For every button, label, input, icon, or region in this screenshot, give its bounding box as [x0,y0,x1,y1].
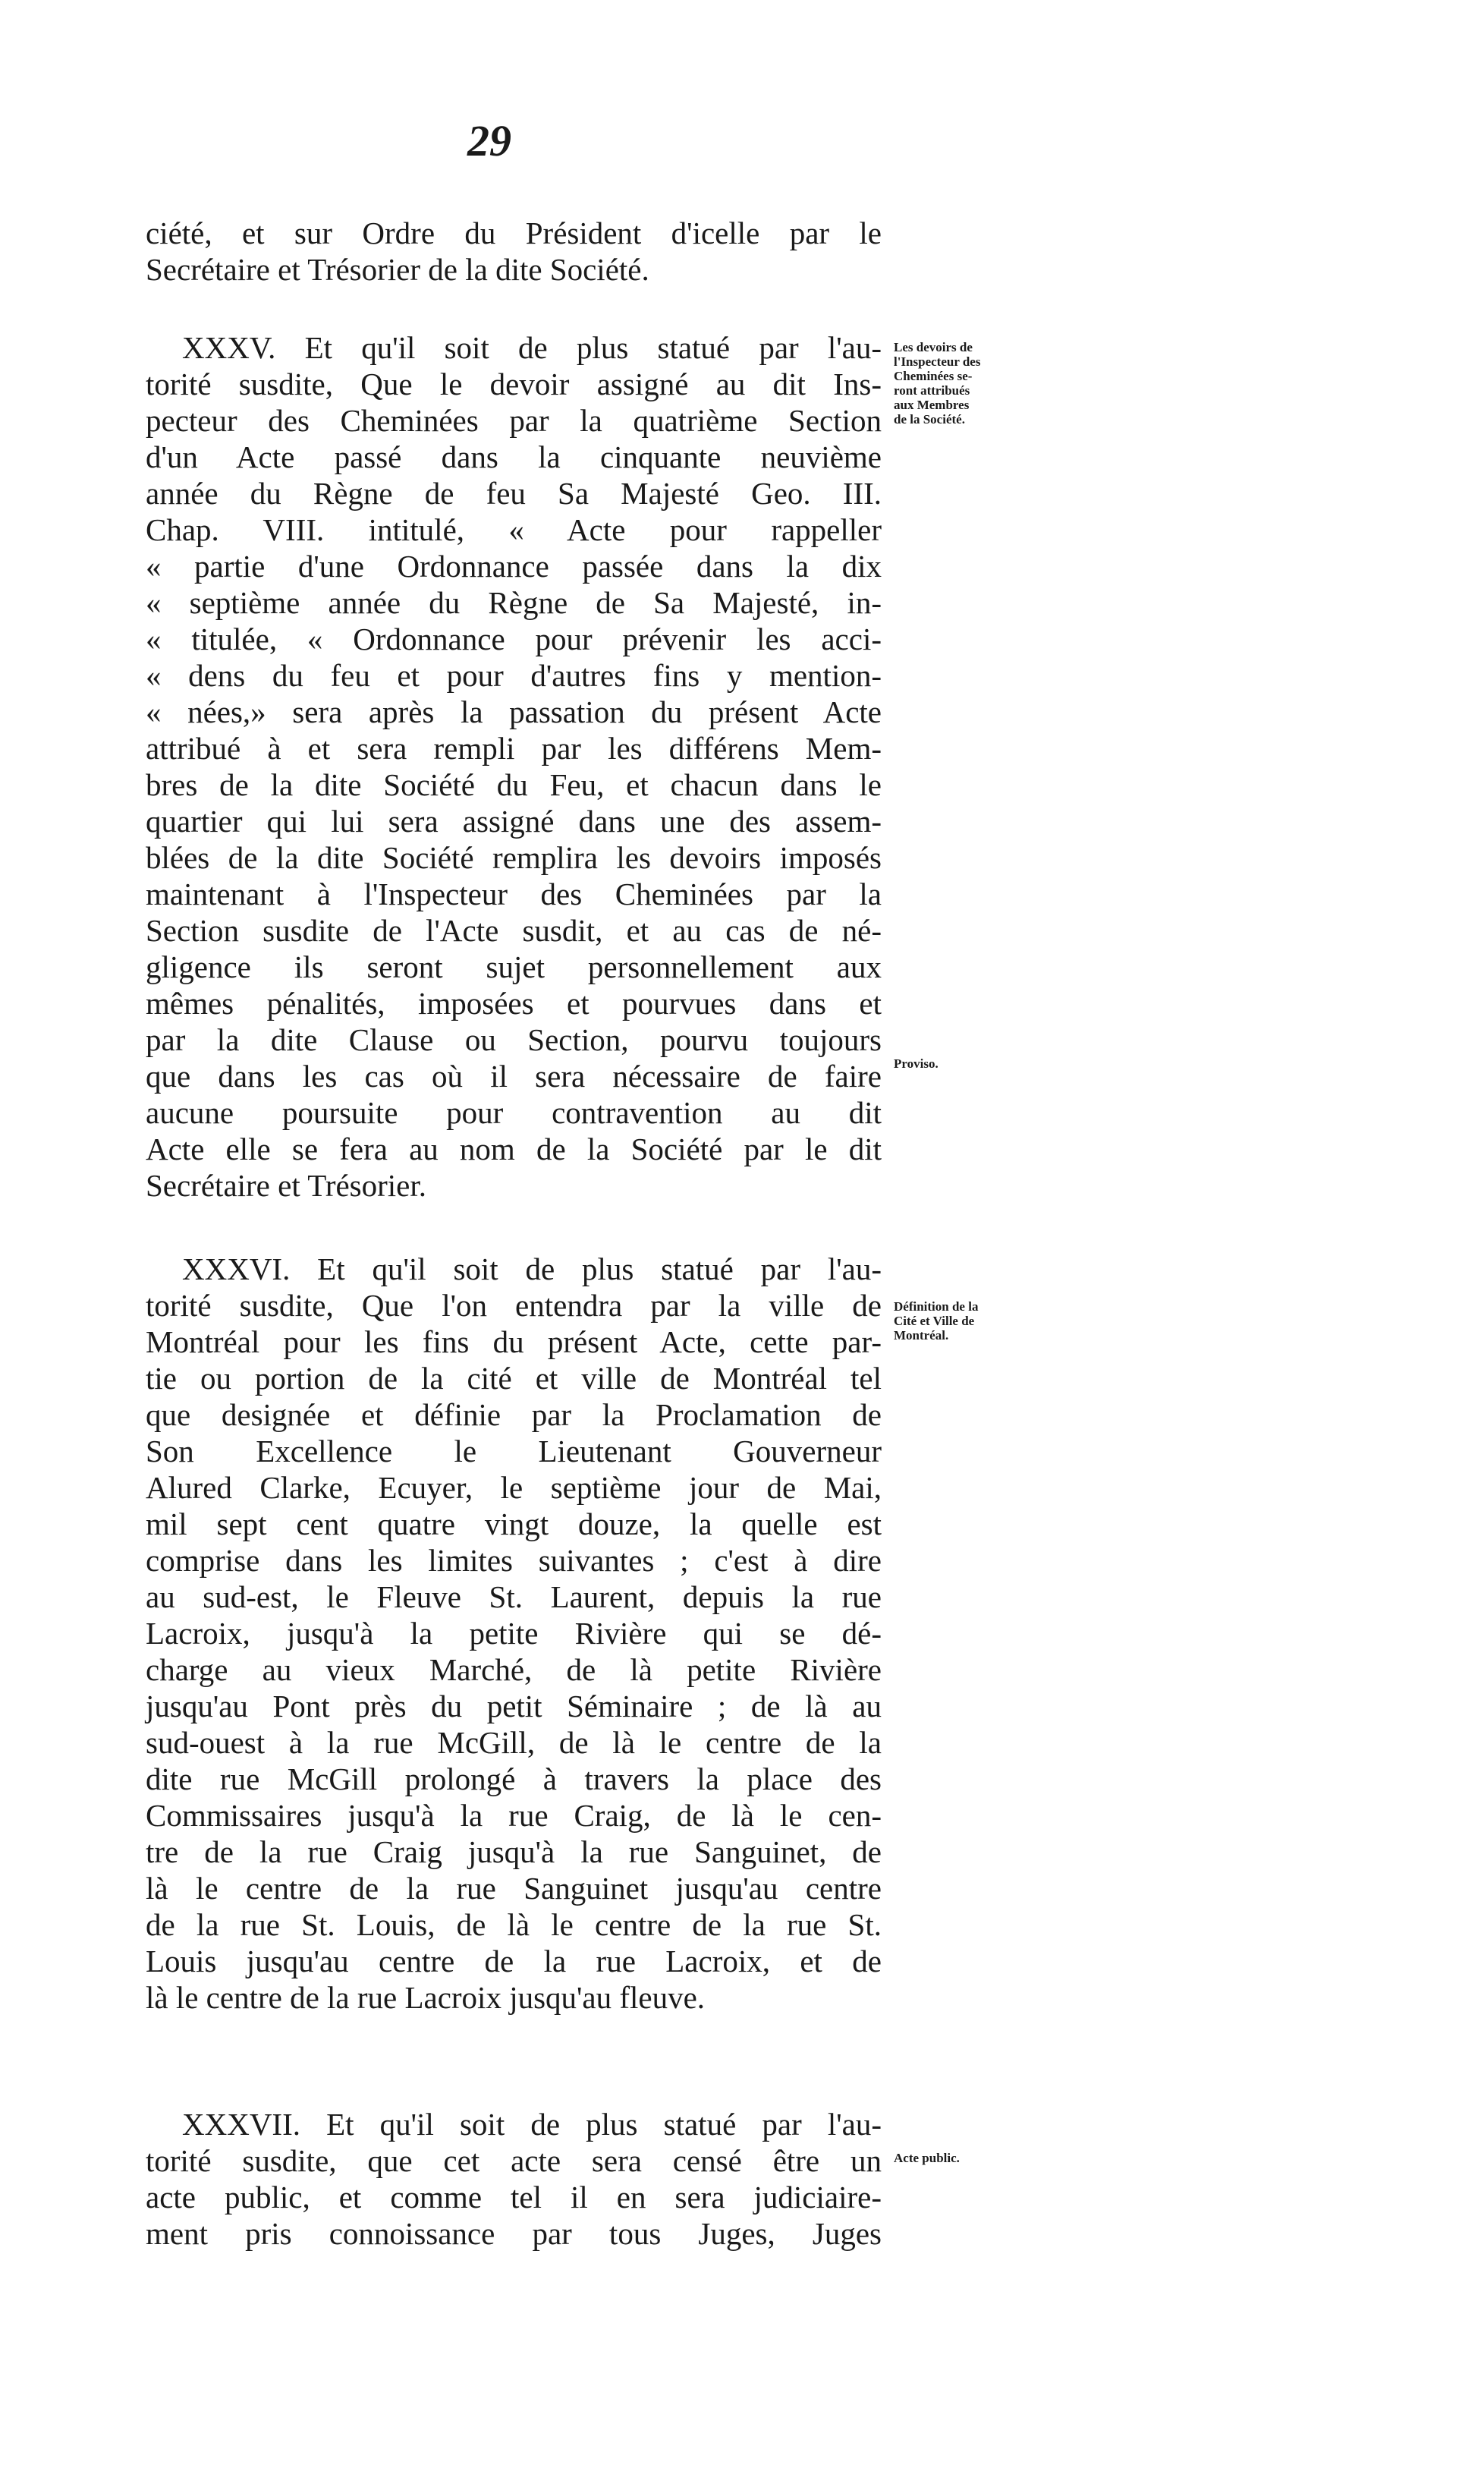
margin-note-line: aux Membres [894,398,970,412]
text-line: Louis jusqu'au centre de la rue Lacroix, et de [146,1944,882,1978]
text-line: charge au vieux Marché, de là petite Rivière [146,1652,882,1687]
text-line: « nées,» sera après la passation du présent Acte [146,694,882,729]
text-line: Acte elle se fera au nom de la Société par le dit [146,1132,882,1166]
text-line: mil sept cent quatre vingt douze, la quelle est [146,1506,882,1541]
margin-note-line: Proviso. [894,1056,939,1071]
text-line: sud-ouest à la rue McGill, de là le centre de la [146,1725,882,1760]
margin-note-line: Acte public. [894,2151,960,2165]
margin-note-line: ront attribués [894,383,970,398]
text-line: XXXV. Et qu'il soit de plus statué par l'au- [182,330,882,365]
text-line: « septième année du Règne de Sa Majesté, in- [146,585,882,620]
text-line: attribué à et sera rempli par les différens Mem- [146,731,882,766]
section-xxxv [146,329,882,1204]
text-line: dite rue McGill prolongé à travers la place des [146,1761,882,1796]
section-xxxvi [146,1251,882,2016]
text-line: Montréal pour les fins du présent Acte, cette par- [146,1324,882,1359]
text-line: torité susdite, Que l'on entendra par la ville de [146,1288,882,1323]
text-line: par la dite Clause ou Section, pourvu toujours [146,1022,882,1057]
margin-note-proviso [894,1056,1045,1071]
text-line: torité susdite, que cet acte sera censé être un [146,2143,882,2178]
text-line: pecteur des Cheminées par la quatrième Section [146,403,882,438]
text-line: « titulée, « Ordonnance pour prévenir les acci- [146,622,882,656]
text-line: que designée et définie par la Proclamation de [146,1397,882,1432]
text-line: ment pris connoissance par tous Juges, Juges [146,2216,882,2251]
text-line: XXXVII. Et qu'il soit de plus statué par l'au- [182,2107,882,2142]
text-line: gligence ils seront sujet personnellement aux [146,949,882,984]
text-line: tre de la rue Craig jusqu'à la rue Sanguinet, de [146,1834,882,1869]
text-line: Commissaires jusqu'à la rue Craig, de là le cen- [146,1798,882,1833]
text-line: année du Règne de feu Sa Majesté Geo. III. [146,476,882,511]
text-line: aucune poursuite pour contravention au dit [146,1095,882,1130]
text-line: Son Excellence le Lieutenant Gouverneur [146,1434,882,1469]
text-line: maintenant à l'Inspecteur des Cheminées par la [146,877,882,911]
margin-note-devoirs [894,340,1045,427]
text-line: comprise dans les limites suivantes ; c'est à dire [146,1543,882,1578]
text-line: « partie d'une Ordonnance passée dans la dix [146,549,882,584]
margin-note-line: Cité et Ville de [894,1314,975,1328]
margin-note-line: Montréal. [894,1328,949,1343]
margin-note-line: Définition de la [894,1299,979,1314]
margin-note-line: Cheminées se- [894,369,973,383]
continuation-paragraph [146,215,882,288]
text-line: jusqu'au Pont près du petit Séminaire ; de là au [146,1689,882,1724]
text-line: d'un Acte passé dans la cinquante neuvième [146,439,882,474]
page-number: 29 [467,116,511,165]
text-line: XXXVI. Et qu'il soit de plus statué par l'au- [182,1251,882,1286]
text-line: « dens du feu et pour d'autres fins y mention- [146,658,882,693]
text-line: mêmes pénalités, imposées et pourvues dans et [146,986,882,1021]
text-line: là le centre de la rue Sanguinet jusqu'au centre [146,1871,882,1906]
text-line: Secrétaire et Trésorier de la dite Société. [146,252,649,287]
text-line: bres de la dite Société du Feu, et chacun dans le [146,767,882,802]
margin-note-line: l'Inspecteur des [894,354,981,369]
text-line: au sud-est, le Fleuve St. Laurent, depuis la rue [146,1579,882,1614]
text-line: là le centre de la rue Lacroix jusqu'au fleuve. [146,1980,706,2015]
margin-note-acte-public [894,2151,1045,2165]
margin-note-definition [894,1299,1045,1343]
margin-note-line: Les devoirs de [894,340,973,354]
text-line: acte public, et comme tel il en sera judiciaire- [146,2180,882,2215]
text-line: Chap. VIII. intitulé, « Acte pour rappeller [146,512,882,547]
margin-note-line: de la Société. [894,412,965,427]
text-line: Section susdite de l'Acte susdit, et au cas de né- [146,913,882,948]
text-line: quartier qui lui sera assigné dans une des assem- [146,804,882,839]
text-line: torité susdite, Que le devoir assigné au dit Ins- [146,367,882,401]
text-line: Secrétaire et Trésorier. [146,1168,427,1203]
text-line: ciété, et sur Ordre du Président d'icelle par le [146,216,882,250]
section-xxxvii [146,2106,882,2252]
text-line: Lacroix, jusqu'à la petite Rivière qui se dé- [146,1616,882,1651]
text-line: que dans les cas où il sera nécessaire de faire [146,1059,882,1094]
text-line: blées de la dite Société remplira les devoirs imposés [146,840,882,875]
text-line: tie ou portion de la cité et ville de Montréal tel [146,1361,882,1396]
text-line: Alured Clarke, Ecuyer, le septième jour de Mai, [146,1470,882,1505]
text-line: de la rue St. Louis, de là le centre de la rue St. [146,1907,882,1942]
